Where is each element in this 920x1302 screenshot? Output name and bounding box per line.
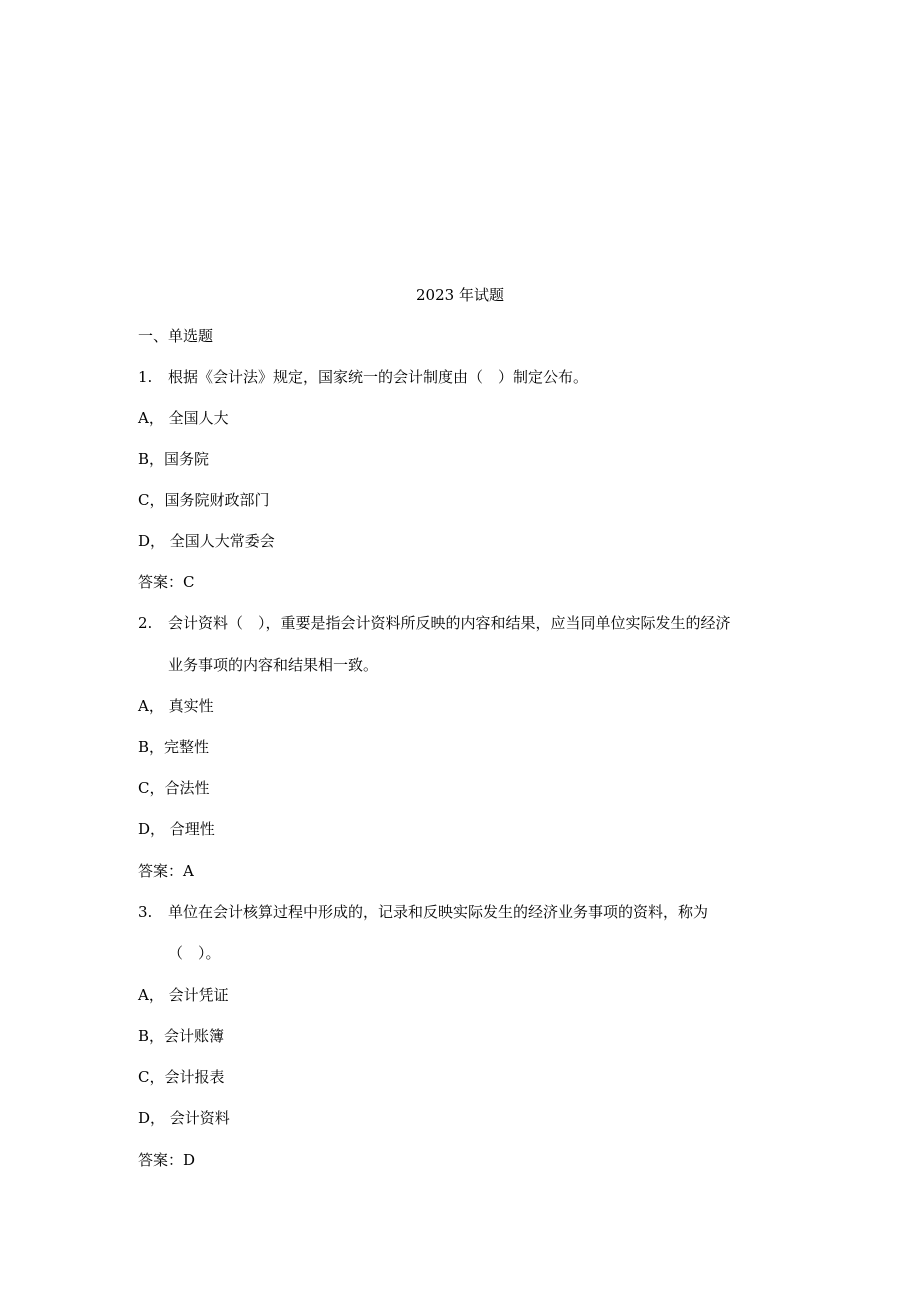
- option-c: C，国务院财政部门: [138, 491, 270, 509]
- answer: 答案：A: [138, 862, 194, 880]
- option-b: B，完整性: [138, 738, 210, 756]
- option-c: C，会计报表: [138, 1068, 225, 1086]
- question-text: 会计资料（ ），重要是指会计资料所反映的内容和结果，应当同单位实际发生的经济: [168, 614, 731, 632]
- question-text-continued: 业务事项的内容和结果相一致。: [168, 656, 379, 674]
- option-d: D， 全国人大常委会: [138, 532, 275, 550]
- option-a: A， 会计凭证: [138, 986, 229, 1004]
- question-number: 3.: [138, 903, 153, 921]
- question-2: [138, 613, 731, 633]
- question-3: [138, 902, 708, 922]
- question-text: 单位在会计核算过程中形成的，记录和反映实际发生的经济业务事项的资料，称为: [168, 903, 709, 921]
- option-d: D， 合理性: [138, 820, 215, 838]
- option-a: A， 真实性: [138, 697, 214, 715]
- page-title: 2023 年试题: [416, 286, 504, 304]
- option-b: B，国务院: [138, 450, 210, 468]
- section-heading: 一、单选题: [138, 327, 214, 345]
- question-number: 2.: [138, 614, 153, 632]
- option-a: A， 全国人大: [138, 409, 229, 427]
- option-b: B，会计账簿: [138, 1027, 225, 1045]
- answer: 答案：D: [138, 1151, 196, 1169]
- option-d: D， 会计资料: [138, 1109, 230, 1127]
- option-c: C，合法性: [138, 779, 210, 797]
- question-text-continued: （ ）。: [168, 944, 221, 962]
- answer: 答案：C: [138, 573, 195, 591]
- question-number: 1.: [138, 368, 153, 386]
- question-1: [138, 367, 588, 387]
- question-text: 根据《会计法》规定，国家统一的会计制度由（ ）制定公布。: [168, 368, 589, 386]
